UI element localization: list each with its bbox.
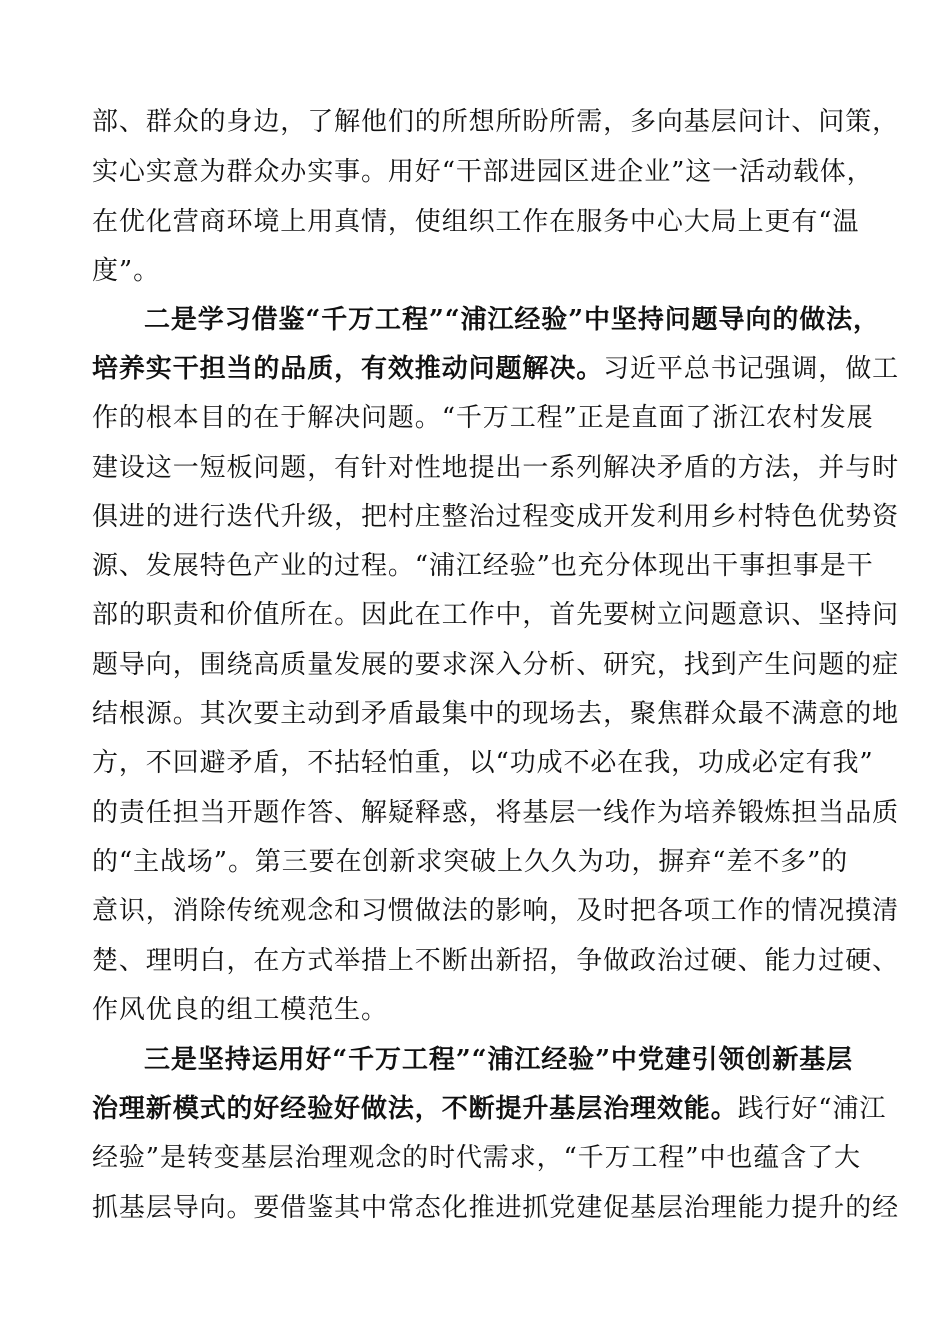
text-line: 部的职责和价值所在。因此在工作中，首先要树立问题意识、坚持问 bbox=[92, 600, 900, 630]
text-line: 作的根本目的在于解决问题。“千万工程”正是直面了浙江农村发展 bbox=[92, 403, 874, 433]
text-line: 在优化营商环境上用真情，使组织工作在服务中心大局上更有“温 bbox=[92, 207, 860, 237]
paragraph-start: 践行好“浦江 bbox=[737, 1094, 887, 1124]
text-line bbox=[92, 345, 900, 393]
text-line: 经验”是转变基层治理观念的时代需求，“千万工程”中也蕴含了大 bbox=[92, 1143, 861, 1173]
text-line: 建设这一短板问题，有针对性地提出一系列解决矛盾的方法，并与时 bbox=[92, 453, 900, 483]
text-line: 的责任担当开题作答、解疑释惑，将基层一线作为培养锻炼担当品质 bbox=[92, 798, 900, 828]
paragraph-start: 习近平总书记强调，做工 bbox=[603, 354, 900, 384]
text-line: 实心实意为群众办实事。用好“干部进园区进企业”这一活动载体， bbox=[92, 157, 874, 187]
text-line: 方，不回避矛盾，不拈轻怕重，以“功成不必在我，功成必定有我” bbox=[92, 748, 874, 778]
text-line: 俱进的进行迭代升级，把村庄整治过程变成开发利用乡村特色优势资 bbox=[92, 502, 900, 532]
section-heading-tail: 治理新模式的好经验好做法，不断提升基层治理效能。 bbox=[92, 1094, 738, 1124]
text-line: 结根源。其次要主动到矛盾最集中的现场去，聚焦群众最不满意的地 bbox=[92, 699, 900, 729]
text-line: 意识，消除传统观念和习惯做法的影响，及时把各项工作的情况摸清 bbox=[92, 896, 900, 926]
section-heading-tail: 培养实干担当的品质，有效推动问题解决。 bbox=[92, 354, 604, 384]
section-heading-line: 三是坚持运用好“千万工程”“浦江经验”中党建引领创新基层 bbox=[144, 1045, 854, 1075]
text-line: 作风优良的组工模范生。 bbox=[92, 995, 388, 1025]
text-line: 源、发展特色产业的过程。“浦江经验”也充分体现出干事担事是干 bbox=[92, 551, 874, 581]
text-line: 部、群众的身边，了解他们的所想所盼所需，多向基层问计、问策， bbox=[92, 107, 900, 137]
text-line: 的“主战场”。第三要在创新求突破上久久为功，摒弃“差不多”的 bbox=[92, 847, 849, 877]
text-line bbox=[92, 1085, 887, 1133]
text-line: 题导向，围绕高质量发展的要求深入分析、研究，找到产生问题的症 bbox=[92, 650, 900, 680]
section-heading-line: 二是学习借鉴“千万工程”“浦江经验”中坚持问题导向的做法， bbox=[144, 305, 880, 335]
text-line: 度”。 bbox=[92, 256, 160, 286]
text-line: 抓基层导向。要借鉴其中常态化推进抓党建促基层治理能力提升的经 bbox=[92, 1193, 900, 1223]
text-line: 楚、理明白，在方式举措上不断出新招，争做政治过硬、能力过硬、 bbox=[92, 946, 900, 976]
